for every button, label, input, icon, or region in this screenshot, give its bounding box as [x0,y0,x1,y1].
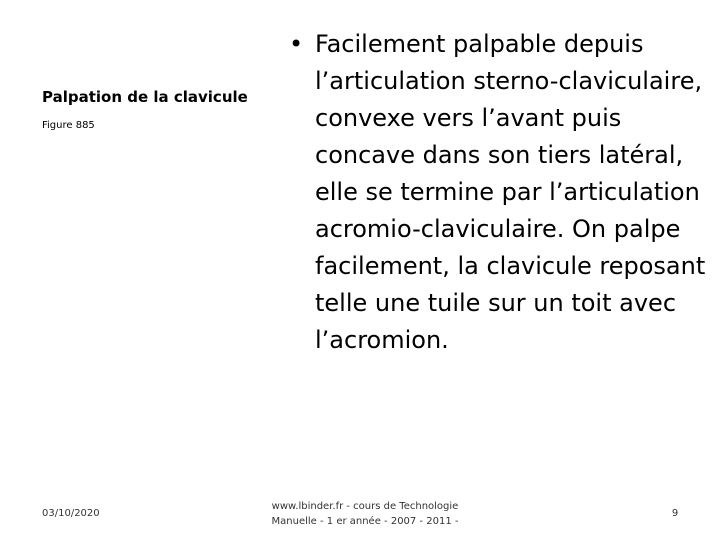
footer-source-line1: www.lbinder.fr - cours de Technologie [271,501,459,512]
footer-date: 03/10/2020 [42,508,100,519]
figure-reference: Figure 885 [42,120,95,131]
footer-source [240,499,490,529]
slide-title: Palpation de la clavicule [42,88,248,106]
bullet-paragraph [285,26,715,359]
bullet-icon: • [289,30,304,58]
bullet-text: Facilement palpable depuis l’articulation sterno-claviculaire, convexe vers l’avant puis concave dans son tiers latéral, elle se termine par l’articulation acromio-claviculaire. On palpe facilement, la clavicule reposant telle une tuile sur un toit avec l’acromion. [315,30,706,354]
page-number: 9 [671,508,679,519]
footer-source-line2: Manuelle - 1 er année - 2007 - 2011 - [271,516,459,527]
